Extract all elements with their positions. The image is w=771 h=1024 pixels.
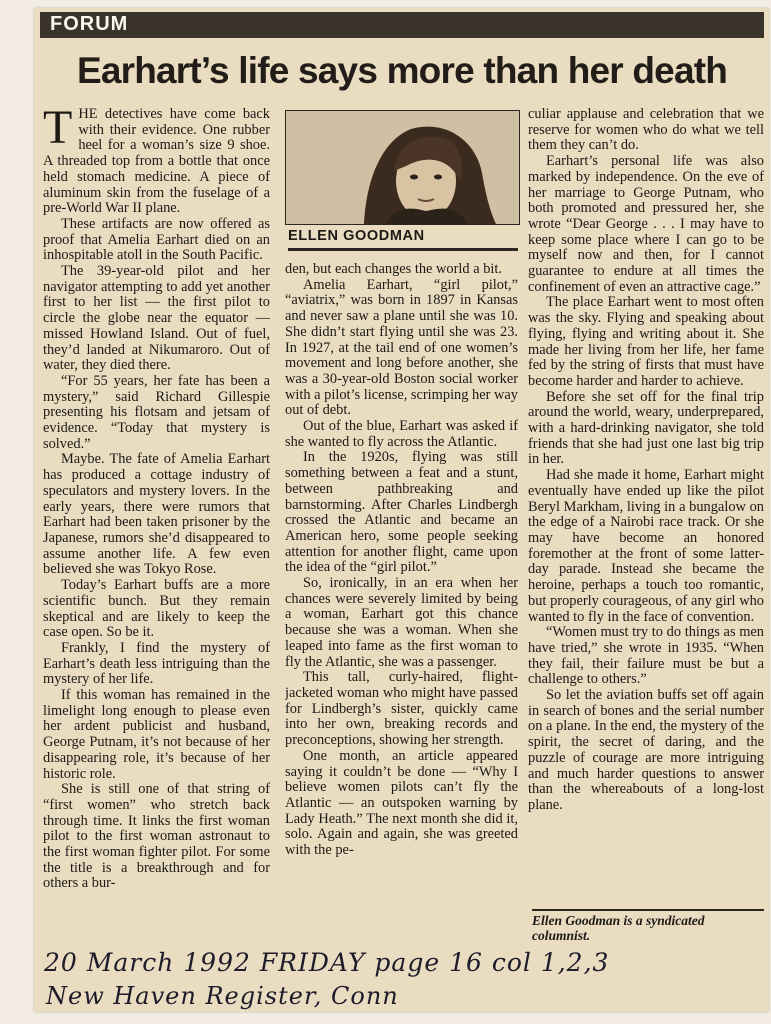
paragraph: She is still one of that string of “first women” who stretch back through time. It links the first woman pilot to the first woman astronaut to the first woman fighter pilot. For some the title is a breakthrough and for others a bur- (43, 781, 270, 892)
headline: Earhart’s life says more than her death (76, 50, 728, 91)
paragraph: The 39-year-old pilot and her navigator attempting to add yet another first to her list — the first pilot to circle the globe near the equator — missed Howland Island. Out of fuel, they’d landed at Nikumaroro. Out of water, they died there. (43, 263, 270, 374)
paragraph: Amelia Earhart, “girl pilot,” “aviatrix,” was born in 1897 in Kansas and never saw a plane until she was 10. She didn’t start flying until she was 23. In 1927, at the tail end of one women’s movement and long before another, she was a 30-year-old Boston social worker with a pilot’s license, scrimping her way out of debt. (285, 276, 518, 419)
drop-cap: T (43, 107, 73, 154)
paragraph: “Women must try to do things as men have tried,” she wrote in 1935. “When they fail, their failure must be but a challenge to others.” (528, 624, 764, 688)
handwritten-source-note: New Haven Register, Conn (46, 982, 399, 1010)
paragraph: culiar applause and celebration that we reserve for women who do what we tell them they can’t do. (528, 107, 764, 154)
byline: ELLEN GOODMAN (288, 228, 518, 251)
paragraph: Out of the blue, Earhart was asked if she wanted to fly across the Atlantic. (285, 418, 518, 450)
paragraph: Had she made it home, Earhart might eventually have ended up like the pilot Beryl Markham, living in a bungalow on the edge of a Nairobi race track. Or she may have become an honored foremother at the front of some latter-day parade. Instead she became the heroine, perhaps a touch too romantic, but properly courageous, of any girl who wanted to fly in the face of convention. (528, 467, 764, 625)
paragraph: If this woman has remained in the limelight long enough to please even her ardent publicist and husband, George Putnam, it’s not because of her disappearing role, it’s because of her historic role. (43, 687, 270, 782)
paragraph: The place Earhart went to most often was the sky. Flying and speaking about flying, flying and writing about it. She made her living from her life, her fame fed by the string of firsts that must have become harder and harder to achieve. (528, 294, 764, 389)
paragraph: In the 1920s, flying was still something between a feat and a stunt, between pathbreaking and barnstorming. After Charles Lindbergh crossed the Atlantic and became an American hero, some people seeking attention for another flight, came upon the idea of the “girl pilot.” (285, 449, 518, 576)
column-rule (532, 909, 764, 911)
column-2 (285, 262, 518, 950)
paragraph: den, but each changes the world a bit. (285, 262, 502, 277)
author-tagline: Ellen Goodman is a syndicated columnist. (532, 913, 705, 943)
paragraph: THE detectives have come back with their evidence. One rubber heel for a woman’s size 9 shoe. A threaded top from a bottle that once held stomach medicine. A piece of aluminum skin from the fuselage of a pre-World War II plane. (43, 107, 270, 217)
author-photo (285, 110, 520, 225)
portrait-icon (286, 111, 519, 224)
paragraph: This tall, curly-haired, flight-jacketed woman who might have passed for Lindbergh’s sister, quickly came into her own, breaking records and preconceptions, showing her strength. (285, 669, 518, 749)
paragraph: Frankly, I find the mystery of Earhart’s death less intriguing than the mystery of her life. (43, 639, 270, 688)
paragraph: One month, an article appeared saying it couldn’t be done — “Why I believe women pilots can’t fly the Atlantic — an outspoken warning by Lady Heath.” The next month she did it, solo. Again and again, she was greeted with the pe- (285, 747, 518, 859)
section-label: FORUM (50, 13, 129, 35)
handwritten-date-note: 20 March 1992 FRIDAY page 16 col 1,2,3 (44, 948, 610, 977)
column-3 (528, 107, 764, 915)
paragraph: So, ironically, in an era when her chances were severely limited by being a woman, Earhart got this chance because she was a woman. When she leaped into fame as the first woman to fly the Atlantic, she was a passenger. (285, 575, 518, 670)
column-1 (43, 107, 270, 950)
paragraph: Earhart’s personal life was also marked by independence. On the eve of her marriage to George Putnam, who both promoted and pressured her, she wrote “Dear George . . . I may have to keep some place where I can go to be myself now and then, for I cannot guarantee to endure at all times the confinement of even an attractive cage.” (528, 153, 764, 295)
section-header (40, 12, 764, 38)
paragraph: “For 55 years, her fate has been a mystery,” said Richard Gillespie presenting his flotsam and jetsam of evidence. “Today that mystery is solved.” (43, 372, 270, 452)
paragraph: Maybe. The fate of Amelia Earhart has produced a cottage industry of speculators and mystery lovers. In the early years, there were rumors that Earhart had been taken prisoner by the Japanese, rumors she’d disappeared to assume another life. A few even believed she was Tokyo Rose. (43, 451, 270, 578)
paragraph: Today’s Earhart buffs are a more scientific bunch. But they remain skeptical and are likely to keep the case open. So be it. (43, 577, 270, 641)
paragraph: These artifacts are now offered as proof that Amelia Earhart died on an inhospitable atoll in the South Pacific. (43, 215, 270, 264)
paragraph: Before she set off for the final trip around the world, weary, underprepared, with a hard-drinking navigator, she told friends that she had just one last big trip in her. (528, 388, 764, 468)
paragraph: So let the aviation buffs set off again in search of bones and the serial number on a plane. In the end, the mystery of the spirit, the secret of daring, and the puzzle of courage are more intriguing and much harder questions to answer than the whereabouts of a long-lost plane. (528, 687, 764, 813)
